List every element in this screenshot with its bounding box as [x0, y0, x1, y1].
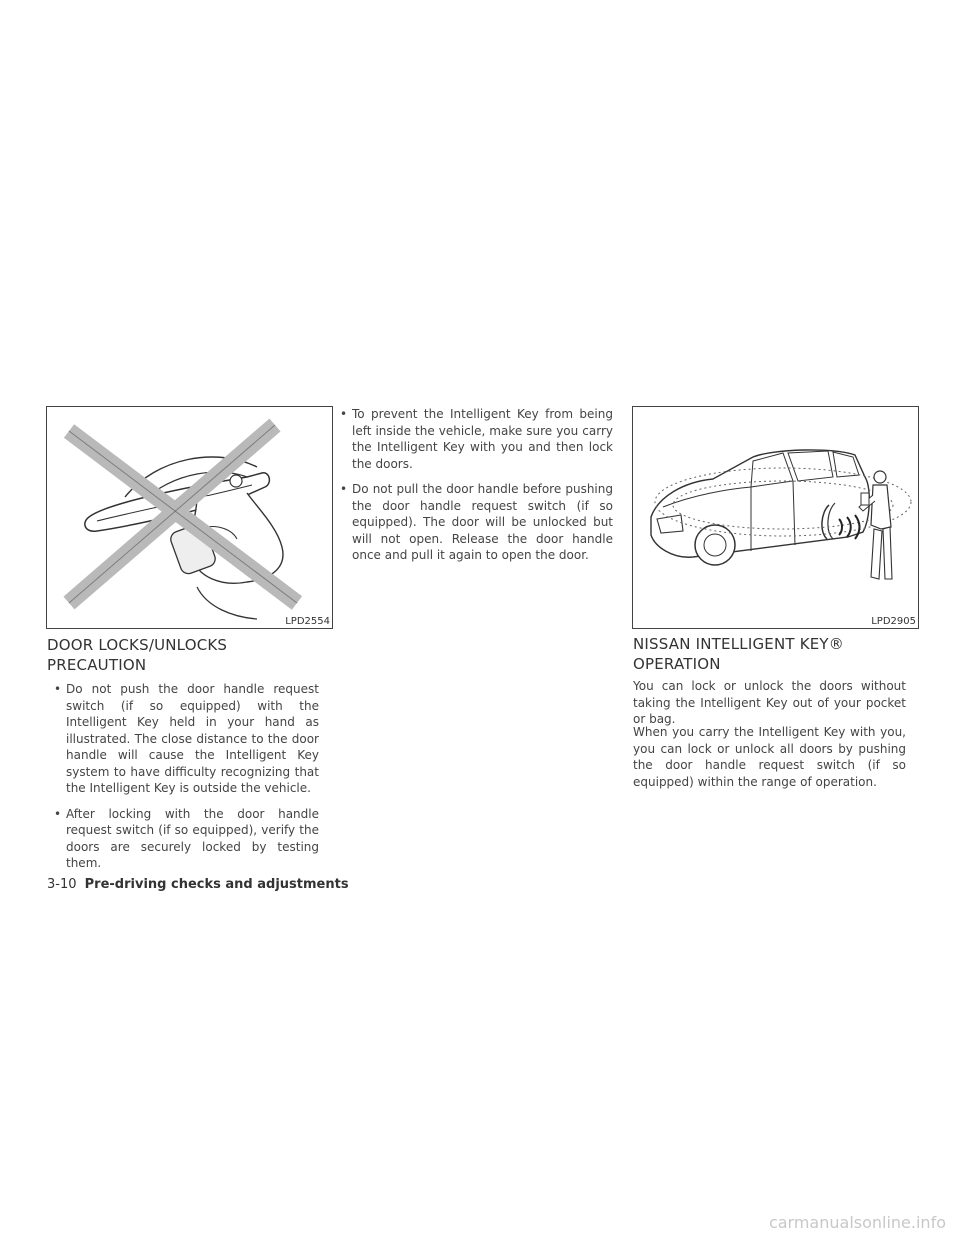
person-with-key-near-vehicle-icon	[633, 407, 918, 628]
chapter-title: Pre-driving checks and adjustments	[84, 877, 349, 892]
heading-line: OPERATION	[633, 655, 721, 673]
page-number: 3-10	[47, 877, 77, 892]
figure-code: LPD2554	[285, 616, 330, 627]
list-item-text: Do not pull the door handle before pushing the door handle request switch (if so equipped). The door will be unlocked but will not open. Release the door handle once and pull it again to open the door.	[352, 482, 613, 562]
list-item	[46, 681, 319, 797]
heading-line: NISSAN INTELLIGENT KEY®	[633, 635, 844, 653]
heading-line: DOOR LOCKS/UNLOCKS	[47, 636, 228, 654]
list-item-text: After locking with the door handle request switch (if so equipped), verify the doors are securely locked by testing them.	[66, 806, 319, 870]
bullet-glyph: •	[54, 682, 62, 696]
list-item	[46, 806, 319, 872]
section-heading-door-locks	[47, 635, 227, 675]
list-item	[332, 406, 613, 472]
page-footer	[47, 877, 349, 892]
bullet-glyph: •	[340, 482, 348, 496]
figure-intelligent-key-operation	[632, 406, 919, 629]
precaution-list-continued	[332, 406, 613, 573]
precaution-list	[46, 681, 319, 881]
bullet-glyph: •	[340, 407, 348, 421]
body-paragraph: When you carry the Intelligent Key with you, you can lock or unlock all doors by pushing the door handle request switch (if so equipped) within the range of operation.	[633, 725, 906, 789]
list-item-text: To prevent the Intelligent Key from being left inside the vehicle, make sure you carry the Intelligent Key with you and then lock the doors.	[352, 407, 613, 471]
prohibited-hand-on-door-handle-icon	[47, 407, 332, 628]
figure-code: LPD2905	[871, 616, 916, 627]
bullet-glyph: •	[54, 806, 62, 821]
figure-door-handle-warning	[46, 406, 333, 629]
watermark-text: carmanualsonline.info	[768, 1213, 946, 1232]
list-item-text: Do not push the door handle request switch (if so equipped) with the Intelligent Key held in your hand as illustrated. The close distance to the door handle will cause the Intelligent Key system to have difficulty recognizing that the Intelligent Key is outside the vehicle.	[66, 682, 319, 795]
section-heading-intelligent-key	[633, 634, 844, 674]
heading-line: PRECAUTION	[47, 656, 147, 674]
body-paragraph: You can lock or unlock the doors without taking the Intelligent Key out of your pocket or bag.	[633, 679, 906, 726]
list-item	[332, 481, 613, 564]
